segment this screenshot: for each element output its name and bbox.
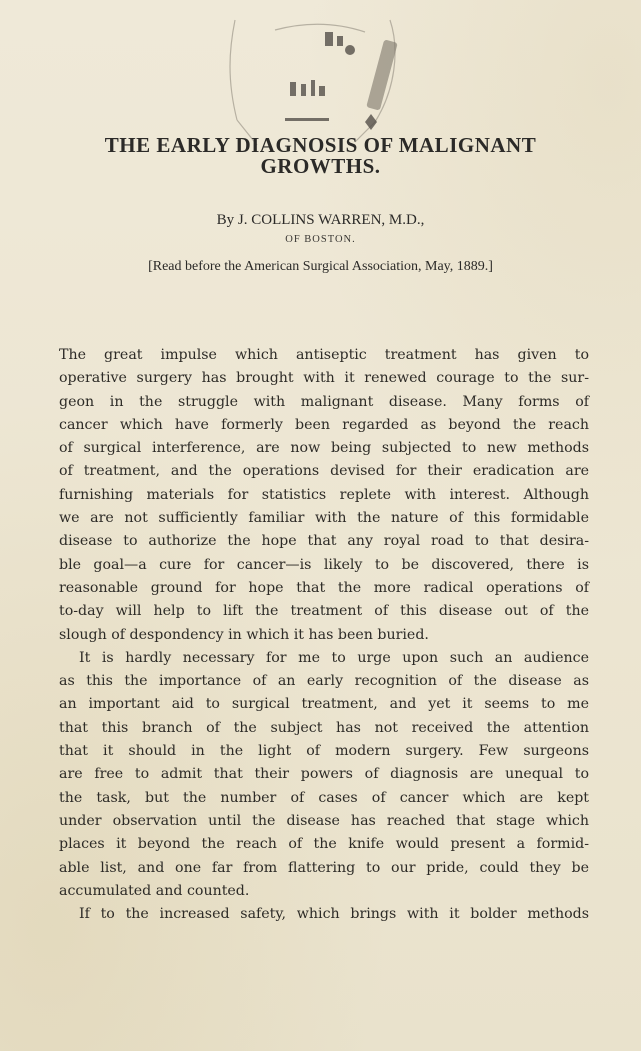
body-line: able list, and one far from flattering to our pride, could they be [59, 859, 589, 876]
body-line: that it should in the light of modern surgery. Few surgeons [59, 743, 589, 760]
body-line: slough of despondency in which it has been buried. [59, 626, 429, 643]
author-byline: By J. COLLINS WARREN, M.D., [216, 212, 425, 228]
body-line: are free to admit that their powers of diagnosis are unequal to [59, 766, 589, 783]
article-title: THE EARLY DIAGNOSIS OF MALIGNANT [104, 133, 537, 157]
body-line: geon in the struggle with malignant disease. Many forms of [59, 393, 589, 410]
presentation-note: [Read before the American Surgical Association, May, 1889.] [148, 259, 493, 274]
body-line: under observation until the disease has reached that stage which [59, 812, 589, 829]
body-line: reasonable ground for hope that the more radical operations of [59, 579, 589, 596]
article-body [59, 344, 589, 926]
body-line: The great impulse which antiseptic treatment has given to [59, 347, 589, 363]
body-line: ble goal—a cure for cancer—is likely to be discovered, there is [59, 556, 589, 573]
body-line: to-day will help to lift the treatment of this disease out of the [59, 603, 589, 620]
body-line: accumulated and counted. [59, 882, 250, 899]
article-title-continued: GROWTHS. [260, 154, 381, 178]
body-line: operative surgery has brought with it renewed courage to the sur- [59, 370, 589, 387]
body-line: an important aid to surgical treatment, and yet it seems to me [59, 696, 589, 713]
body-line: the task, but the number of cases of cancer which are kept [59, 789, 589, 806]
body-line: that this branch of the subject has not received the attention [59, 719, 589, 736]
body-line: of treatment, and the operations devised for their eradication are [59, 463, 589, 480]
body-line: disease to authorize the hope that any royal road to that desira- [59, 533, 589, 550]
body-line: places it beyond the reach of the knife would present a formid- [59, 836, 589, 853]
library-stamp-icon [215, 10, 415, 150]
body-line: If to the increased safety, which brings with it bolder methods [79, 906, 589, 923]
body-line: as this the importance of an early recognition of the disease as [59, 673, 589, 690]
author-affiliation: OF BOSTON. [285, 234, 356, 245]
body-line: we are not sufficiently familiar with the nature of this formidable [59, 510, 589, 527]
body-line: of surgical interference, are now being subjected to new methods [59, 440, 589, 457]
body-line: cancer which have formerly been regarded as beyond the reach [59, 416, 589, 433]
body-line: furnishing materials for statistics replete with interest. Although [59, 486, 589, 503]
body-line: It is hardly necessary for me to urge upon such an audience [79, 649, 589, 666]
